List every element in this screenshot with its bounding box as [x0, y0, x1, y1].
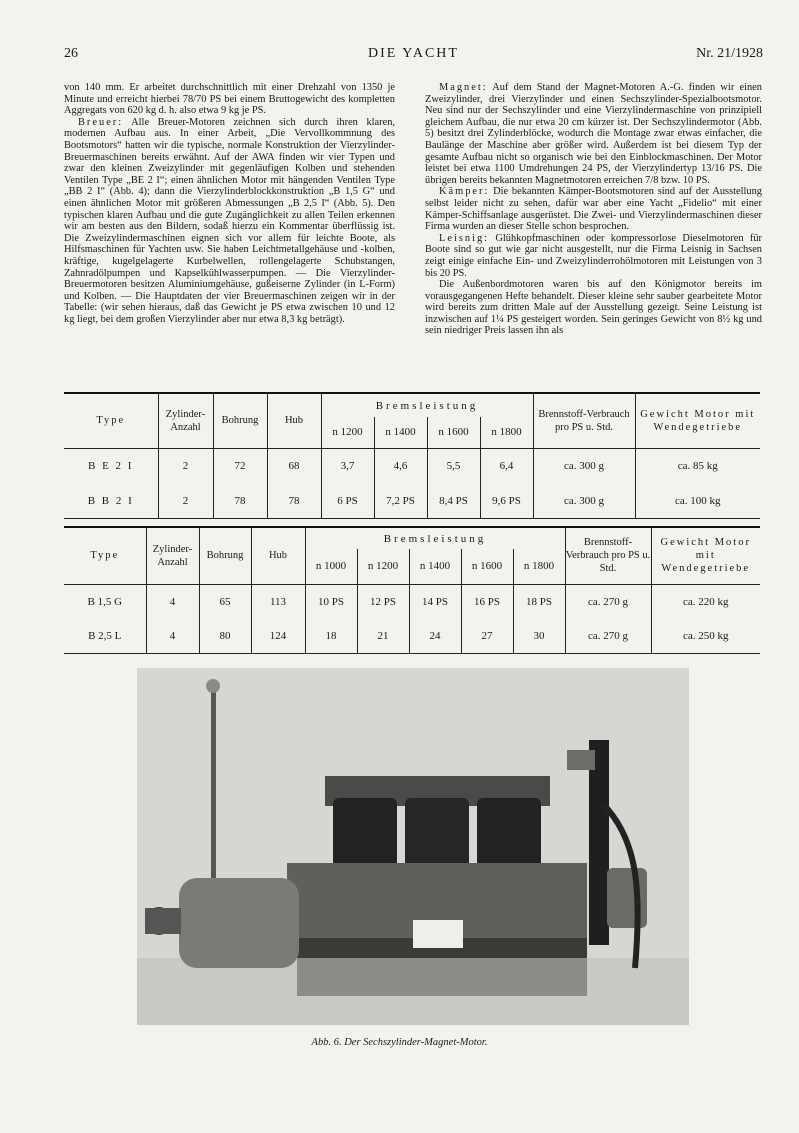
- paragraph: Kämper: Die bekannten Kämper-Bootsmotoren sind auf der Ausstellung selbst leider nicht zu sehen, dafür war aber eine Yacht „Fidelio“ mit einer Kämper-Schiffsanlage ausgerüstet. Die Zwei- und Vierzylindermaschinen dieser Firma wurden an dieser Stelle schon besprochen.: [425, 186, 762, 233]
- cell-cyl: 4: [146, 584, 199, 619]
- header-bore: Bohrung: [199, 527, 251, 584]
- cell-fuel: ca. 300 g: [533, 448, 635, 484]
- header-fuel: Brennstoff-Verbrauch pro PS u. Std.: [565, 527, 651, 584]
- table-row: [64, 619, 760, 653]
- cell-weight: ca. 100 kg: [635, 484, 760, 518]
- journal-title: DIE YACHT: [368, 46, 459, 61]
- cell-power: 7,2 PS: [374, 484, 427, 518]
- cell-power: 27: [461, 619, 513, 653]
- paragraph-lead: Breuer:: [78, 116, 124, 128]
- cell-power: 12 PS: [357, 584, 409, 619]
- cell-fuel: ca. 270 g: [565, 619, 651, 653]
- header-rpm: n 1400: [374, 417, 427, 448]
- cell-stroke: 113: [251, 584, 305, 619]
- cell-cyl: 2: [158, 448, 213, 484]
- paragraph: Breuer: Alle Breuer-Motoren zeichnen sich durch ihren klaren, modernen Aufbau aus. In einer Arbeit, „Die Vervollkommnung des Bootsmotors“ hatten wir die typische, normale Konstruktion der Vierzylinder-Breuermaschinen bereits erwähnt. Auf der AWA finden wir vier Typen und zwar den kleinen Zweizylinder mit gegenläufigen Kolben und stehenden Ventilen Type „BE 2 I“; einen ähnlichen Motor mit hängenden Ventilen Type „BB 2 I“ (Abb. 4); dann die Vierzylinderblockkonstruktion „B 1,5 G“ und einen ähnlichen Motor mit größeren Abmessungen „B 2,5 I“ (Abb. 5). Den typischen klaren Aufbau und die gute Zugänglichkeit zu allen Teilen erkennen wir am besten aus den Bildern, sodaß hierzu ein Kommentar überflüssig ist. Die Zweizylindermaschinen eignen sich vor allem für leichte Boote, als Hilfsmaschinen für Yachten usw. Sie haben Leichtmetallgehäuse und -kolben, kräftige, kugelgelagerte Kurbelwellen, rollengelagerte Schubstangen, Zahnradölpumpen und Kapselkühlwasserpumpen. — Die Vierzylinder-Breuermotoren besitzen Aluminiumgehäuse, gußeiserne Zylinder (in L-Form) und Kolben. — Die Hauptdaten der vier Breuermaschinen zeigen wir in der Tabelle: (wir sehen hieraus, daß das Gewicht je PS etwa zwischen 10 und 12 kg liegt, bei dem großen Vierzylinder aber nur etwa 8,3 kg beträgt).: [64, 116, 395, 325]
- cell-bore: 78: [213, 484, 267, 518]
- cell-power: 6 PS: [321, 484, 374, 518]
- header-rpm: n 1200: [357, 549, 409, 584]
- cell-cyl: 4: [146, 619, 199, 653]
- header-rpm: n 1600: [427, 417, 480, 448]
- cell-type: B 1,5 G: [87, 595, 123, 608]
- header-type: Type: [64, 527, 146, 584]
- page-number: 26: [64, 46, 78, 61]
- cell-stroke: 78: [267, 484, 321, 518]
- engine-spec-table-2: [64, 526, 760, 654]
- header-weight: Gewicht Motor mit Wendegetriebe: [651, 527, 760, 584]
- cell-bore: 72: [213, 448, 267, 484]
- paragraph: Die Außenbordmotoren waren bis auf den Königmotor bereits im vorausgegangenen Hefte behandelt. Dieser kleine sehr sauber gearbeitete Motor wird bereits zum dritten Male auf der Ausstellung gezeigt. Seine Leistung ist inzwischen auf 1¼ PS gesteigert worden. Sein geringes Gewicht von 8½ kg und sein niedriger Preis lassen ihn als: [425, 279, 762, 337]
- cell-power: 10 PS: [305, 584, 357, 619]
- header-rpm: n 1600: [461, 549, 513, 584]
- cell-power: 18 PS: [513, 584, 565, 619]
- cell-power: 21: [357, 619, 409, 653]
- header-weight: Gewicht Motor mit Wendegetriebe: [635, 393, 760, 448]
- table-row: [64, 484, 760, 518]
- cell-fuel: ca. 270 g: [565, 584, 651, 619]
- cell-type: B B 2 I: [64, 484, 158, 518]
- right-text-column: [425, 82, 762, 337]
- cell-type: B 2,5 L: [64, 619, 146, 653]
- paragraph: Magnet: Auf dem Stand der Magnet-Motoren A.-G. finden wir einen Zweizylinder, drei Vierzylinder und einen Sechszylinder-Spezialbootsmotor. Neu sind nur der Sechszylinder und eine Vierzylindermaschine von prinzipiell gleichem Aufbau, die nur etwa 20 cm kürzer ist. Der Sechszylindermotor (Abb. 5) besitzt drei Zylinderblöcke, wodurch die Montage zwar etwas einfacher, die Baulänge der Maschine aber größer wird. Außerdem ist bei diesem Typ der gesamte Aufbau nicht so organisch wie bei den Einblockmaschinen. Der Motor leistet bei etwa 1100 Umdrehungen 24 PS, der Vierzylindertyp 13/16 PS. Die übrigen bereits bekannten Magnetmotoren erreichen 7/8 bzw. 10 PS.: [425, 82, 762, 186]
- six-cylinder-engine-illustration: [137, 668, 689, 1025]
- cell-power: 18: [305, 619, 357, 653]
- header-cylinders: Zylinder-Anzahl: [158, 393, 213, 448]
- cell-power: 14 PS: [409, 584, 461, 619]
- cell-bore: 65: [199, 584, 251, 619]
- header-rpm: n 1400: [409, 549, 461, 584]
- header-cylinders: Zylinder-Anzahl: [146, 527, 199, 584]
- engine-photograph: [137, 668, 689, 1025]
- paragraph-lead: Leisnig:: [439, 232, 490, 244]
- table-row: [64, 584, 760, 619]
- cell-stroke: 68: [267, 448, 321, 484]
- cell-fuel: ca. 300 g: [533, 484, 635, 518]
- cell-power: 16 PS: [461, 584, 513, 619]
- cell-weight: ca. 85 kg: [635, 448, 760, 484]
- paragraph-lead: Kämper:: [439, 186, 490, 198]
- cell-weight: ca. 220 kg: [651, 584, 760, 619]
- issue-number: Nr. 21/1928: [696, 46, 763, 61]
- header-bremsleistung: Bremsleistung: [305, 527, 565, 549]
- header-rpm: n 1200: [321, 417, 374, 448]
- cell-power: 9,6 PS: [480, 484, 533, 518]
- header-rpm: n 1800: [480, 417, 533, 448]
- cell-power: 5,5: [427, 448, 480, 484]
- cell-power: 24: [409, 619, 461, 653]
- cell-power: 8,4 PS: [427, 484, 480, 518]
- engine-spec-table-1: [64, 392, 760, 519]
- cell-type: B E 2 I: [88, 460, 134, 473]
- cell-bore: 80: [199, 619, 251, 653]
- cell-power: 4,6: [374, 448, 427, 484]
- header-rpm: n 1800: [513, 549, 565, 584]
- paragraph: von 140 mm. Er arbeitet durchschnittlich mit einer Drehzahl von 1350 je Minute und erreicht hierbei 78/70 PS bei einem Bruttogewicht des kompletten Aggregats von 620 kg d. h. also etwa 9 kg je PS.: [64, 82, 395, 117]
- header-stroke: Hub: [267, 393, 321, 448]
- cell-cyl: 2: [158, 484, 213, 518]
- figure-caption: Abb. 6. Der Sechszylinder-Magnet-Motor.: [311, 1037, 488, 1048]
- cell-power: 30: [513, 619, 565, 653]
- paragraph: Leisnig: Glühkopfmaschinen oder kompressorlose Dieselmotoren für Boote sind so gut wie gar nicht ausgestellt, nur die Firma Leisnig in Sachsen zeigt einige einfache Ein- und Zweizylinderrohölmotoren mit Leistungen von 3 bis 20 PS.: [425, 232, 762, 279]
- header-fuel: Brennstoff-Verbrauch pro PS u. Std.: [533, 393, 635, 448]
- paragraph-lead: Magnet:: [439, 82, 488, 93]
- page-header: [64, 46, 763, 66]
- header-bore: Bohrung: [213, 393, 267, 448]
- header-bremsleistung: Bremsleistung: [321, 393, 533, 417]
- header-type: Type: [64, 393, 158, 448]
- table-row: [64, 448, 760, 484]
- cell-power: 3,7: [321, 448, 374, 484]
- cell-power: 6,4: [480, 448, 533, 484]
- header-stroke: Hub: [251, 527, 305, 584]
- cell-weight: ca. 250 kg: [651, 619, 760, 653]
- cell-stroke: 124: [251, 619, 305, 653]
- left-text-column: [64, 82, 395, 325]
- header-rpm: n 1000: [305, 549, 357, 584]
